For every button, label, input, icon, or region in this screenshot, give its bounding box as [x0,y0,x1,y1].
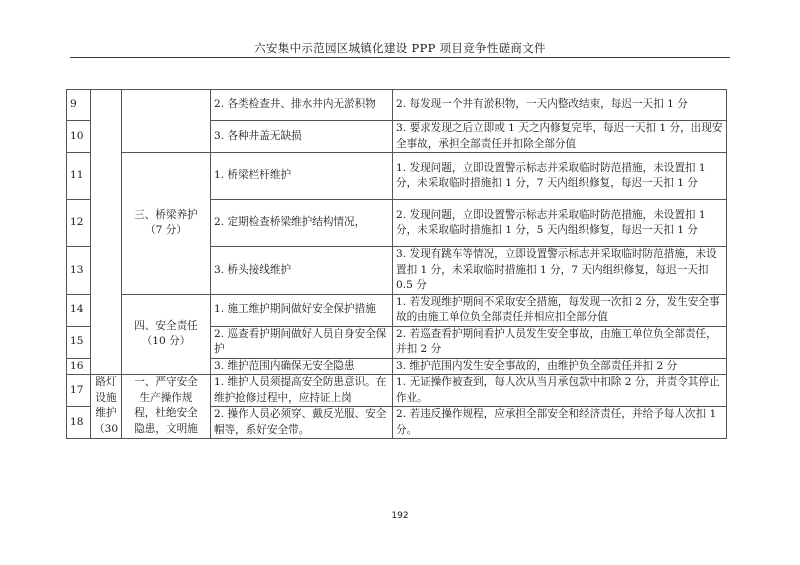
item-cell: 1. 桥梁栏杆维护 [211,153,393,200]
major-category-cell [91,90,122,375]
rule-cell: 3. 要求发现之后立即或 1 天之内修复完毕，每迟一天扣 1 分，出现安全事故，承担全部责任并扣除全部分值 [393,121,727,153]
item-cell: 2. 各类检查井、排水井内无淤积物 [211,90,393,121]
item-cell: 1. 维护人员须提高安全防患意识。在维护抢修过程中，应持证上岗 [211,375,393,407]
table-row [67,153,727,200]
row-number: 16 [67,358,91,375]
item-cell: 2. 巡查看护期间做好人员自身安全保护 [211,326,393,358]
rule-cell: 3. 发现有跳车等情况，立即设置警示标志并采取临时防范措施，未设置扣 1 分，未采取临时措施扣 1 分，7 天内组织修复，每迟一天扣 0.5 分 [393,247,727,295]
row-number: 15 [67,326,91,358]
item-cell: 1. 施工维护期间做好安全保护措施 [211,294,393,326]
rule-cell: 2. 每发现一个井有淤积物，一天内整改结束，每迟一天扣 1 分 [393,90,727,121]
category-safe-production: 一、严守安全 生产操作规 程，杜绝安全 隐患，文明施 [122,375,211,439]
row-number: 14 [67,294,91,326]
row-number: 10 [67,121,91,153]
row-number: 13 [67,247,91,295]
category-bridge-maintenance: 三、桥梁养护 （7 分） [122,153,211,295]
category-cell [122,90,211,153]
table-row [67,294,727,326]
category-safety-responsibility: 四、安全责任 （10 分） [122,294,211,375]
rule-cell: 1. 若发现维护期间不采取安全措施，每发现一次扣 2 分，发生安全事故的由施工单位负全部责任并相应扣全部分值 [393,294,727,326]
rule-cell: 3. 维护范围内发生安全事故的，由维护负全部责任并扣 2 分 [393,358,727,375]
item-cell: 2. 定期检查桥梁维护结构情况， [211,200,393,247]
page-number: 192 [391,511,409,521]
rule-cell: 2. 若违反操作规程，应承担全部安全和经济责任，并给予每人次扣 1 分。 [393,407,727,439]
row-number: 11 [67,153,91,200]
item-cell: 3. 桥头接线维护 [211,247,393,295]
row-number: 17 [67,375,91,407]
row-number: 9 [67,90,91,121]
rule-cell: 2. 若巡查看护期间看护人员发生安全事故，由施工单位负全部责任，并扣 2 分 [393,326,727,358]
row-number: 12 [67,200,91,247]
rule-cell: 2. 发现问题，立即设置警示标志并采取临时防范措施，未设置扣 1 分，未采取临时措施扣 1 分，5 天内组织修复，每迟一天扣 1 分 [393,200,727,247]
row-number: 18 [67,407,91,439]
document-header: 六安集中示范园区城镇化建设 PPP 项目竞争性磋商文件 [254,41,546,55]
scoring-table [66,89,727,439]
item-cell: 3. 各种井盖无缺损 [211,121,393,153]
rule-cell: 1. 发现问题，立即设置警示标志并采取临时防范措施，未设置扣 1 分，未采取临时措施扣 1 分，7 天内组织修复，每迟一天扣 1 分 [393,153,727,200]
table-row [67,375,727,407]
item-cell: 2. 操作人员必须穿、戴反光服、安全帽等，系好安全带。 [211,407,393,439]
category-street-light-maintenance: 路灯 设施 维护 （30 [91,375,122,439]
rule-cell: 1. 无证操作被查到，每人次从当月承包款中扣除 2 分，并责令其停止作业。 [393,375,727,407]
table-row [67,90,727,121]
header-rule [70,57,730,58]
item-cell: 3. 维护范围内确保无安全隐患 [211,358,393,375]
